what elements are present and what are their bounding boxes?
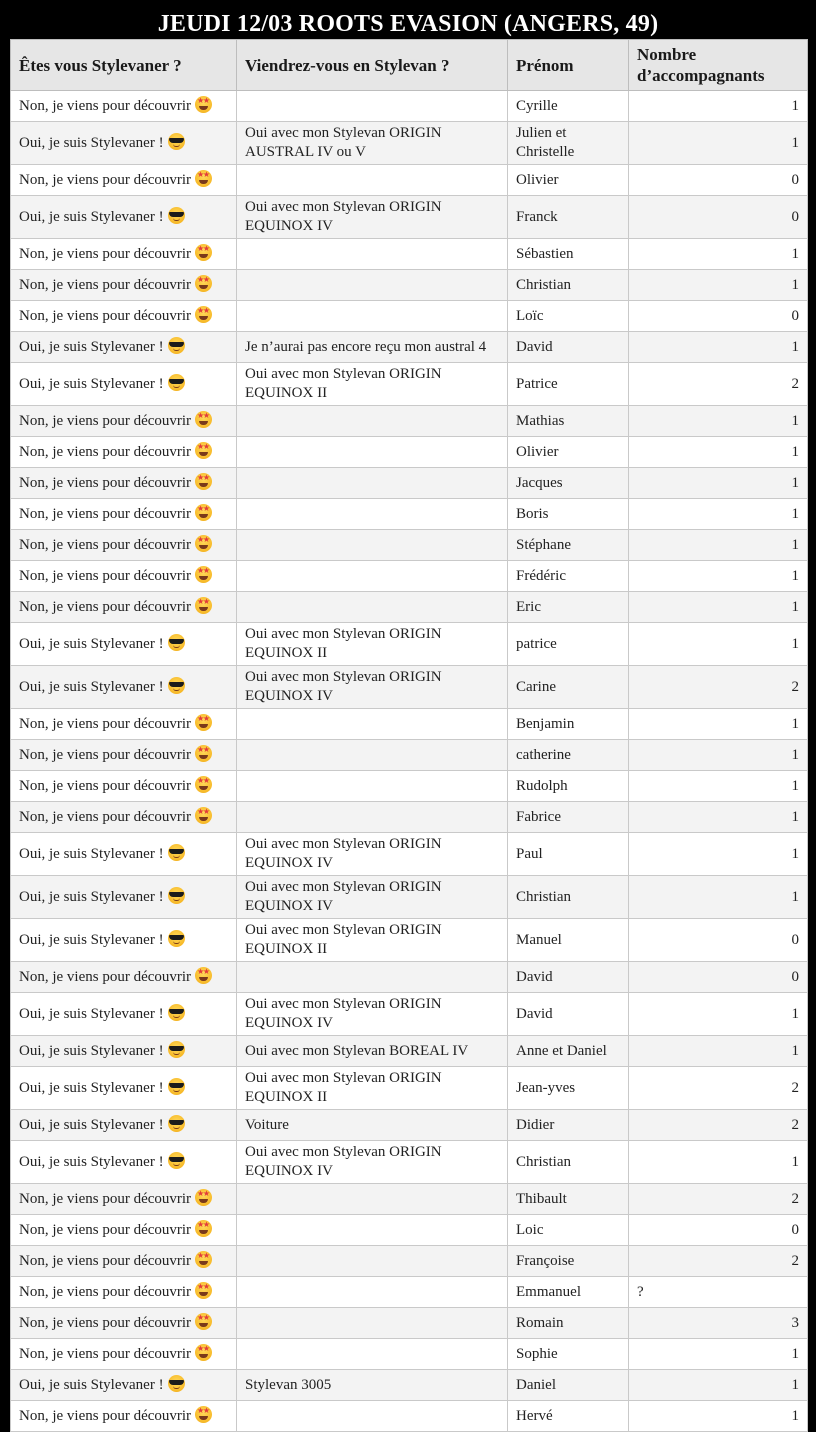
header-row <box>11 40 808 91</box>
cell-first-name: Loïc <box>508 301 629 332</box>
registration-table <box>10 39 808 1432</box>
cell-companions: 0 <box>629 919 808 962</box>
cell-vehicle: Oui avec mon Stylevan ORIGIN AUSTRAL IV ou V <box>237 122 508 165</box>
cell-first-name: Romain <box>508 1308 629 1339</box>
cell-vehicle <box>237 561 508 592</box>
star-struck-emoji-icon <box>195 597 212 614</box>
cell-vehicle: Oui avec mon Stylevan ORIGIN EQUINOX IV <box>237 876 508 919</box>
answer-text: Non, je viens pour découvrir <box>19 716 192 732</box>
cell-first-name: Rudolph <box>508 771 629 802</box>
cell-companions: 1 <box>629 332 808 363</box>
cell-companions: 2 <box>629 363 808 406</box>
cell-companions: 0 <box>629 165 808 196</box>
cell-vehicle: Oui avec mon Stylevan ORIGIN EQUINOX IV <box>237 196 508 239</box>
table-row <box>11 709 808 740</box>
cell-companions: 2 <box>629 666 808 709</box>
cell-companions: 1 <box>629 1370 808 1401</box>
cell-first-name: Sophie <box>508 1339 629 1370</box>
table-row <box>11 876 808 919</box>
cell-companions: 1 <box>629 468 808 499</box>
cell-first-name: Paul <box>508 833 629 876</box>
table-row <box>11 1246 808 1277</box>
table-row <box>11 1277 808 1308</box>
header-vehicle: Viendrez-vous en Stylevan ? <box>237 40 508 91</box>
cell-stylevaner <box>11 363 237 406</box>
cell-vehicle <box>237 1308 508 1339</box>
cell-companions: 2 <box>629 1067 808 1110</box>
sunglasses-emoji-icon <box>168 677 185 694</box>
cell-first-name: Emmanuel <box>508 1277 629 1308</box>
table-row <box>11 962 808 993</box>
cell-companions: 1 <box>629 1036 808 1067</box>
star-struck-emoji-icon <box>195 535 212 552</box>
cell-companions: 0 <box>629 196 808 239</box>
answer-text: Non, je viens pour découvrir <box>19 1346 192 1362</box>
cell-first-name: Stéphane <box>508 530 629 561</box>
sunglasses-emoji-icon <box>168 1115 185 1132</box>
cell-companions: 3 <box>629 1308 808 1339</box>
star-struck-emoji-icon <box>195 1282 212 1299</box>
star-struck-emoji-icon <box>195 1313 212 1330</box>
cell-first-name: Patrice <box>508 363 629 406</box>
cell-first-name: Thibault <box>508 1184 629 1215</box>
cell-stylevaner <box>11 1036 237 1067</box>
cell-first-name: Françoise <box>508 1246 629 1277</box>
answer-text: Oui, je suis Stylevaner ! <box>19 1080 164 1096</box>
answer-text: Non, je viens pour découvrir <box>19 413 192 429</box>
star-struck-emoji-icon <box>195 566 212 583</box>
table-row <box>11 499 808 530</box>
cell-companions: 0 <box>629 1215 808 1246</box>
star-struck-emoji-icon <box>195 275 212 292</box>
table-row <box>11 1308 808 1339</box>
cell-companions: 1 <box>629 623 808 666</box>
cell-vehicle <box>237 1339 508 1370</box>
answer-text: Non, je viens pour découvrir <box>19 308 192 324</box>
header-first-name: Prénom <box>508 40 629 91</box>
header-stylevaner: Êtes vous Stylevaner ? <box>11 40 237 91</box>
table-row <box>11 332 808 363</box>
answer-text: Non, je viens pour découvrir <box>19 1315 192 1331</box>
cell-vehicle: Oui avec mon Stylevan ORIGIN EQUINOX II <box>237 919 508 962</box>
cell-vehicle <box>237 499 508 530</box>
cell-stylevaner <box>11 332 237 363</box>
cell-vehicle: Oui avec mon Stylevan ORIGIN EQUINOX II <box>237 623 508 666</box>
cell-companions: 1 <box>629 239 808 270</box>
cell-vehicle <box>237 1246 508 1277</box>
sunglasses-emoji-icon <box>168 374 185 391</box>
cell-vehicle <box>237 802 508 833</box>
cell-first-name: Sébastien <box>508 239 629 270</box>
cell-vehicle <box>237 740 508 771</box>
cell-first-name: Benjamin <box>508 709 629 740</box>
answer-text: Non, je viens pour découvrir <box>19 1222 192 1238</box>
cell-stylevaner <box>11 270 237 301</box>
cell-stylevaner <box>11 1110 237 1141</box>
answer-text: Non, je viens pour découvrir <box>19 475 192 491</box>
table-row <box>11 239 808 270</box>
answer-text: Non, je viens pour découvrir <box>19 1408 192 1424</box>
sunglasses-emoji-icon <box>168 1375 185 1392</box>
sunglasses-emoji-icon <box>168 1152 185 1169</box>
cell-stylevaner <box>11 468 237 499</box>
cell-companions: 1 <box>629 740 808 771</box>
cell-stylevaner <box>11 1308 237 1339</box>
answer-text: Non, je viens pour découvrir <box>19 98 192 114</box>
cell-vehicle <box>237 1401 508 1432</box>
cell-stylevaner <box>11 802 237 833</box>
cell-first-name: Manuel <box>508 919 629 962</box>
cell-companions: 1 <box>629 406 808 437</box>
star-struck-emoji-icon <box>195 714 212 731</box>
cell-stylevaner <box>11 561 237 592</box>
cell-first-name: Jacques <box>508 468 629 499</box>
table-row <box>11 1184 808 1215</box>
cell-stylevaner <box>11 406 237 437</box>
star-struck-emoji-icon <box>195 1251 212 1268</box>
table-row <box>11 1401 808 1432</box>
cell-stylevaner <box>11 499 237 530</box>
sunglasses-emoji-icon <box>168 930 185 947</box>
answer-text: Oui, je suis Stylevaner ! <box>19 209 164 225</box>
cell-first-name: Christian <box>508 876 629 919</box>
sunglasses-emoji-icon <box>168 844 185 861</box>
answer-text: Oui, je suis Stylevaner ! <box>19 135 164 151</box>
cell-vehicle <box>237 91 508 122</box>
sunglasses-emoji-icon <box>168 1004 185 1021</box>
sunglasses-emoji-icon <box>168 207 185 224</box>
cell-first-name: Hervé <box>508 1401 629 1432</box>
sunglasses-emoji-icon <box>168 1078 185 1095</box>
cell-vehicle: Oui avec mon Stylevan ORIGIN EQUINOX II <box>237 1067 508 1110</box>
cell-vehicle <box>237 771 508 802</box>
answer-text: Non, je viens pour découvrir <box>19 172 192 188</box>
cell-vehicle <box>237 239 508 270</box>
table-row <box>11 1339 808 1370</box>
cell-vehicle <box>237 165 508 196</box>
cell-vehicle <box>237 437 508 468</box>
cell-vehicle <box>237 270 508 301</box>
cell-vehicle <box>237 1277 508 1308</box>
answer-text: Non, je viens pour découvrir <box>19 246 192 262</box>
answer-text: Oui, je suis Stylevaner ! <box>19 1117 164 1133</box>
cell-first-name: Frédéric <box>508 561 629 592</box>
cell-vehicle: Oui avec mon Stylevan BOREAL IV <box>237 1036 508 1067</box>
cell-stylevaner <box>11 666 237 709</box>
table-row <box>11 592 808 623</box>
answer-text: Non, je viens pour découvrir <box>19 277 192 293</box>
cell-vehicle: Oui avec mon Stylevan ORIGIN EQUINOX IV <box>237 666 508 709</box>
cell-companions: 1 <box>629 771 808 802</box>
cell-companions: 1 <box>629 1141 808 1184</box>
cell-stylevaner <box>11 196 237 239</box>
cell-first-name: Cyrille <box>508 91 629 122</box>
table-row <box>11 363 808 406</box>
cell-stylevaner <box>11 1141 237 1184</box>
answer-text: Oui, je suis Stylevaner ! <box>19 376 164 392</box>
table-row <box>11 1215 808 1246</box>
sunglasses-emoji-icon <box>168 887 185 904</box>
cell-first-name: David <box>508 993 629 1036</box>
cell-stylevaner <box>11 1370 237 1401</box>
cell-stylevaner <box>11 122 237 165</box>
cell-first-name: patrice <box>508 623 629 666</box>
cell-vehicle: Stylevan 3005 <box>237 1370 508 1401</box>
answer-text: Non, je viens pour découvrir <box>19 747 192 763</box>
cell-first-name: Christian <box>508 1141 629 1184</box>
sunglasses-emoji-icon <box>168 337 185 354</box>
cell-first-name: Franck <box>508 196 629 239</box>
cell-vehicle: Oui avec mon Stylevan ORIGIN EQUINOX IV <box>237 1141 508 1184</box>
cell-first-name: Boris <box>508 499 629 530</box>
table-row <box>11 666 808 709</box>
cell-vehicle: Oui avec mon Stylevan ORIGIN EQUINOX II <box>237 363 508 406</box>
star-struck-emoji-icon <box>195 1406 212 1423</box>
star-struck-emoji-icon <box>195 473 212 490</box>
answer-text: Oui, je suis Stylevaner ! <box>19 1043 164 1059</box>
table-row <box>11 196 808 239</box>
cell-companions: 2 <box>629 1110 808 1141</box>
star-struck-emoji-icon <box>195 807 212 824</box>
cell-stylevaner <box>11 833 237 876</box>
cell-vehicle <box>237 592 508 623</box>
answer-text: Non, je viens pour découvrir <box>19 506 192 522</box>
star-struck-emoji-icon <box>195 1220 212 1237</box>
table-row <box>11 122 808 165</box>
cell-stylevaner <box>11 1067 237 1110</box>
answer-text: Oui, je suis Stylevaner ! <box>19 1377 164 1393</box>
table-body <box>11 91 808 1432</box>
cell-stylevaner <box>11 165 237 196</box>
answer-text: Non, je viens pour découvrir <box>19 568 192 584</box>
cell-vehicle: Oui avec mon Stylevan ORIGIN EQUINOX IV <box>237 993 508 1036</box>
answer-text: Non, je viens pour découvrir <box>19 1253 192 1269</box>
cell-vehicle: Je n’aurai pas encore reçu mon austral 4 <box>237 332 508 363</box>
cell-stylevaner <box>11 1215 237 1246</box>
table-row <box>11 623 808 666</box>
cell-stylevaner <box>11 239 237 270</box>
cell-vehicle <box>237 530 508 561</box>
answer-text: Non, je viens pour découvrir <box>19 778 192 794</box>
header-companions: Nombre d’accompagnants <box>629 40 808 91</box>
table-row <box>11 993 808 1036</box>
star-struck-emoji-icon <box>195 745 212 762</box>
cell-stylevaner <box>11 623 237 666</box>
answer-text: Oui, je suis Stylevaner ! <box>19 1154 164 1170</box>
star-struck-emoji-icon <box>195 306 212 323</box>
cell-stylevaner <box>11 1277 237 1308</box>
table-row <box>11 1036 808 1067</box>
cell-first-name: Olivier <box>508 437 629 468</box>
cell-companions: 1 <box>629 1339 808 1370</box>
star-struck-emoji-icon <box>195 504 212 521</box>
cell-vehicle <box>237 468 508 499</box>
sunglasses-emoji-icon <box>168 634 185 651</box>
cell-vehicle <box>237 709 508 740</box>
table-row <box>11 833 808 876</box>
answer-text: Non, je viens pour découvrir <box>19 444 192 460</box>
answer-text: Non, je viens pour découvrir <box>19 599 192 615</box>
table-row <box>11 1067 808 1110</box>
sunglasses-emoji-icon <box>168 133 185 150</box>
cell-stylevaner <box>11 962 237 993</box>
cell-companions: ? <box>629 1277 808 1308</box>
cell-companions: 1 <box>629 709 808 740</box>
answer-text: Non, je viens pour découvrir <box>19 1284 192 1300</box>
cell-companions: 2 <box>629 1246 808 1277</box>
table-row <box>11 740 808 771</box>
cell-stylevaner <box>11 1339 237 1370</box>
cell-companions: 1 <box>629 1401 808 1432</box>
answer-text: Non, je viens pour découvrir <box>19 1191 192 1207</box>
cell-vehicle <box>237 1215 508 1246</box>
cell-stylevaner <box>11 301 237 332</box>
table-row <box>11 1110 808 1141</box>
table-row <box>11 1141 808 1184</box>
cell-stylevaner <box>11 1401 237 1432</box>
star-struck-emoji-icon <box>195 96 212 113</box>
table-row <box>11 437 808 468</box>
table-row <box>11 91 808 122</box>
star-struck-emoji-icon <box>195 411 212 428</box>
cell-first-name: Didier <box>508 1110 629 1141</box>
table-row <box>11 468 808 499</box>
cell-first-name: Carine <box>508 666 629 709</box>
cell-companions: 1 <box>629 530 808 561</box>
cell-stylevaner <box>11 919 237 962</box>
star-struck-emoji-icon <box>195 1344 212 1361</box>
cell-stylevaner <box>11 592 237 623</box>
cell-first-name: Jean-yves <box>508 1067 629 1110</box>
table-row <box>11 561 808 592</box>
cell-companions: 2 <box>629 1184 808 1215</box>
cell-companions: 0 <box>629 962 808 993</box>
cell-vehicle <box>237 406 508 437</box>
cell-first-name: Christian <box>508 270 629 301</box>
star-struck-emoji-icon <box>195 244 212 261</box>
cell-companions: 1 <box>629 592 808 623</box>
answer-text: Oui, je suis Stylevaner ! <box>19 846 164 862</box>
table-row <box>11 530 808 561</box>
cell-first-name: Mathias <box>508 406 629 437</box>
answer-text: Oui, je suis Stylevaner ! <box>19 636 164 652</box>
cell-companions: 1 <box>629 802 808 833</box>
table-row <box>11 1370 808 1401</box>
cell-companions: 1 <box>629 876 808 919</box>
cell-stylevaner <box>11 740 237 771</box>
cell-stylevaner <box>11 1246 237 1277</box>
cell-stylevaner <box>11 1184 237 1215</box>
cell-companions: 1 <box>629 561 808 592</box>
cell-companions: 1 <box>629 437 808 468</box>
cell-first-name: Daniel <box>508 1370 629 1401</box>
table-row <box>11 802 808 833</box>
table-row <box>11 919 808 962</box>
cell-companions: 1 <box>629 270 808 301</box>
cell-first-name: catherine <box>508 740 629 771</box>
table-row <box>11 406 808 437</box>
cell-companions: 1 <box>629 993 808 1036</box>
answer-text: Oui, je suis Stylevaner ! <box>19 889 164 905</box>
cell-vehicle: Voiture <box>237 1110 508 1141</box>
cell-first-name: Anne et Daniel <box>508 1036 629 1067</box>
star-struck-emoji-icon <box>195 967 212 984</box>
cell-companions: 1 <box>629 122 808 165</box>
cell-companions: 0 <box>629 301 808 332</box>
cell-stylevaner <box>11 876 237 919</box>
cell-companions: 1 <box>629 499 808 530</box>
table-row <box>11 301 808 332</box>
table-row <box>11 771 808 802</box>
cell-stylevaner <box>11 993 237 1036</box>
cell-companions: 1 <box>629 833 808 876</box>
cell-stylevaner <box>11 709 237 740</box>
page-title: JEUDI 12/03 ROOTS EVASION (ANGERS, 49) <box>157 11 659 37</box>
registration-sheet <box>10 39 807 1429</box>
cell-stylevaner <box>11 437 237 468</box>
table-row <box>11 165 808 196</box>
cell-vehicle <box>237 1184 508 1215</box>
answer-text: Oui, je suis Stylevaner ! <box>19 679 164 695</box>
cell-stylevaner <box>11 771 237 802</box>
cell-stylevaner <box>11 530 237 561</box>
cell-first-name: David <box>508 332 629 363</box>
star-struck-emoji-icon <box>195 1189 212 1206</box>
star-struck-emoji-icon <box>195 170 212 187</box>
cell-first-name: Loic <box>508 1215 629 1246</box>
star-struck-emoji-icon <box>195 776 212 793</box>
star-struck-emoji-icon <box>195 442 212 459</box>
answer-text: Non, je viens pour découvrir <box>19 809 192 825</box>
sunglasses-emoji-icon <box>168 1041 185 1058</box>
cell-first-name: Eric <box>508 592 629 623</box>
cell-first-name: Julien et Christelle <box>508 122 629 165</box>
answer-text: Oui, je suis Stylevaner ! <box>19 1006 164 1022</box>
answer-text: Non, je viens pour découvrir <box>19 969 192 985</box>
answer-text: Oui, je suis Stylevaner ! <box>19 339 164 355</box>
cell-first-name: Fabrice <box>508 802 629 833</box>
answer-text: Non, je viens pour découvrir <box>19 537 192 553</box>
answer-text: Oui, je suis Stylevaner ! <box>19 932 164 948</box>
cell-vehicle <box>237 962 508 993</box>
table-row <box>11 270 808 301</box>
cell-companions: 1 <box>629 91 808 122</box>
cell-first-name: Olivier <box>508 165 629 196</box>
cell-first-name: David <box>508 962 629 993</box>
cell-vehicle: Oui avec mon Stylevan ORIGIN EQUINOX IV <box>237 833 508 876</box>
cell-stylevaner <box>11 91 237 122</box>
cell-vehicle <box>237 301 508 332</box>
